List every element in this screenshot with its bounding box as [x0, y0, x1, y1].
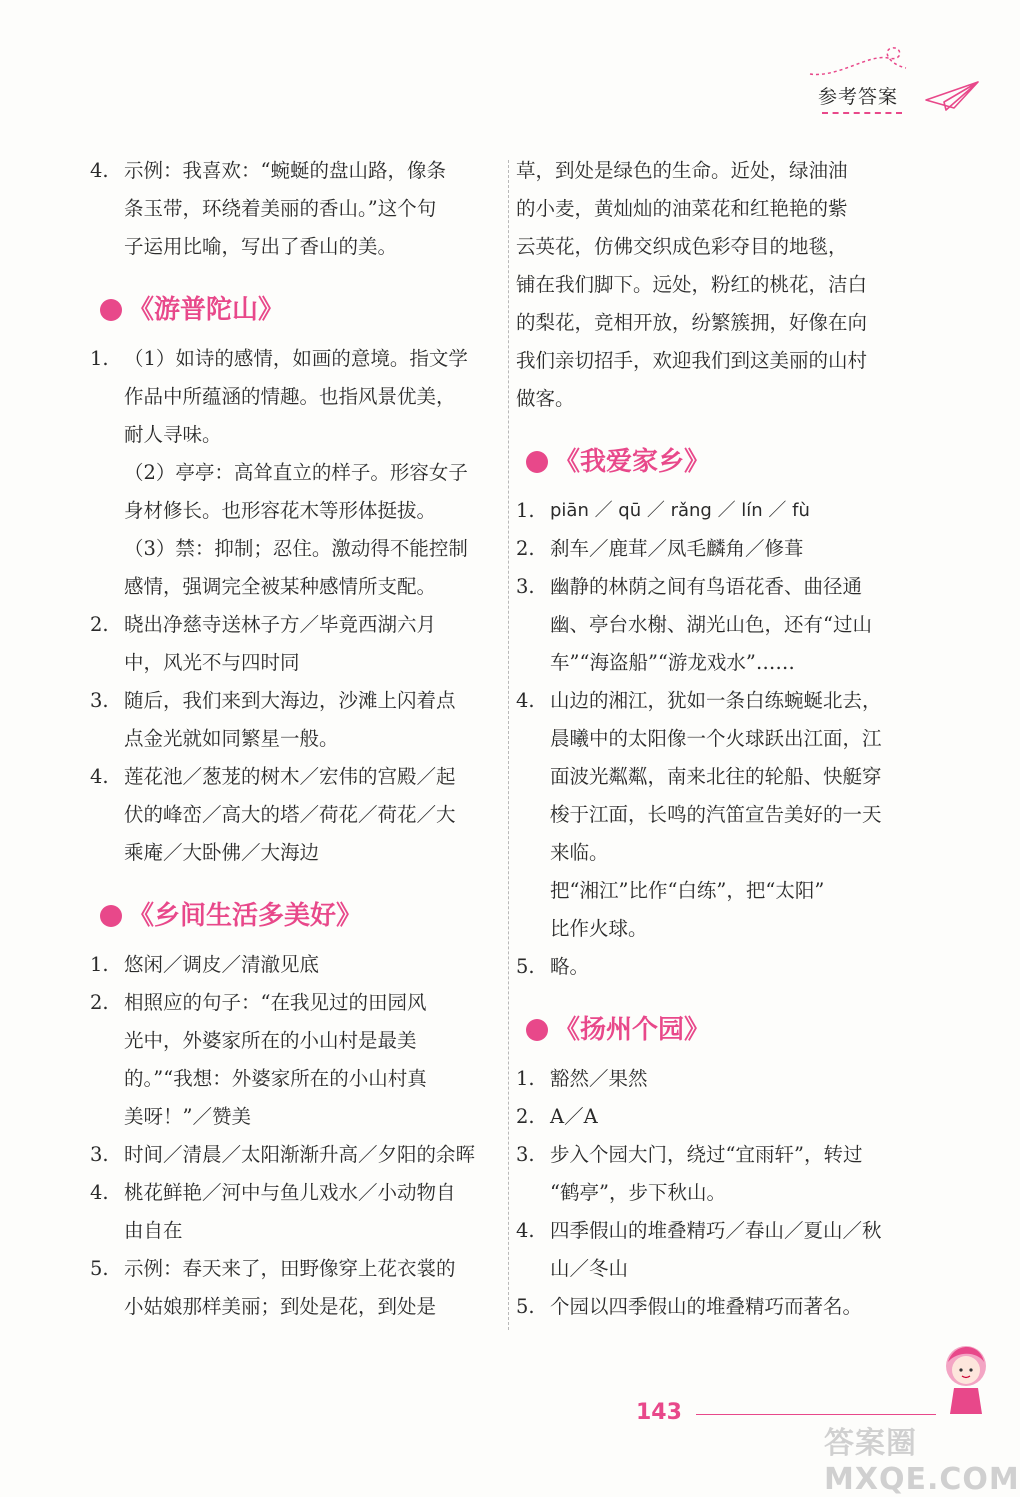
- text-line: 时间／清晨／太阳渐渐升高／夕阳的余晖: [124, 1143, 476, 1166]
- item-number: 5.: [516, 955, 535, 978]
- text-line: 由自在: [124, 1219, 183, 1242]
- answer-item: [516, 568, 916, 682]
- text-line: 略。: [550, 955, 590, 978]
- item-text: [550, 1098, 916, 1136]
- text-line: 美呀！”／赞美: [124, 1105, 251, 1128]
- answer-item: [516, 530, 916, 568]
- text-line: 做客。: [516, 387, 575, 410]
- text-line: 晓出净慈寺送林子方／毕竟西湖六月: [124, 613, 437, 636]
- answer-item: [90, 1250, 490, 1326]
- item-number: 3.: [516, 1143, 535, 1166]
- text-line: 来临。: [550, 841, 609, 864]
- item-number: 3.: [90, 689, 109, 712]
- decorative-dashed-loop-icon: [808, 44, 908, 78]
- item-text: [550, 1212, 916, 1288]
- section-label: 参考答案: [818, 86, 899, 108]
- text-line: 山边的湘江，犹如一条白练蜿蜒北去，: [550, 689, 882, 712]
- item-number: 4.: [90, 1181, 109, 1204]
- answer-item: [516, 1098, 916, 1136]
- item-text: [550, 682, 916, 948]
- answer-item: [516, 682, 916, 948]
- item-number: 4.: [516, 1219, 535, 1242]
- text-line: 乘庵／大卧佛／大海边: [124, 841, 320, 864]
- text-line: 四季假山的堆叠精巧／春山／夏山／秋: [550, 1219, 882, 1242]
- answer-item: [90, 1136, 490, 1174]
- section-heading: [100, 286, 490, 334]
- text-line: 的。”“我想：外婆家所在的小山村真: [124, 1067, 427, 1090]
- text-line: 莲花池／葱茏的树木／宏伟的宫殿／起: [124, 765, 456, 788]
- item-number: 2.: [516, 1105, 535, 1128]
- text-line: 云英花，仿佛交织成色彩夺目的地毯，: [516, 235, 848, 258]
- left-column: [90, 152, 490, 1326]
- section-heading: [100, 892, 490, 940]
- text-line: 刹车／鹿茸／凤毛麟角／修葺: [550, 537, 804, 560]
- watermark-text: 答案圈 MXQE.COM: [824, 1426, 1020, 1497]
- answer-item: [90, 758, 490, 872]
- text-line: 的小麦，黄灿灿的油菜花和红艳艳的紫: [516, 197, 848, 220]
- item-text: [124, 946, 490, 984]
- section-heading-text: 《我爱家乡》: [554, 447, 711, 477]
- item-text: [550, 492, 916, 530]
- text-line: 耐人寻味。: [124, 423, 222, 446]
- text-line: 我们亲切招手，欢迎我们到这美丽的山村: [516, 349, 868, 372]
- text-line: 把“湘江”比作“白练”，把“太阳”: [550, 879, 825, 902]
- column-divider: [508, 160, 509, 1330]
- text-line: 梭于江面，长鸣的汽笛宣告美好的一天: [550, 803, 882, 826]
- answer-item: [90, 946, 490, 984]
- item-text: [516, 152, 916, 418]
- answer-item: [90, 1174, 490, 1250]
- text-line: 相照应的句子：“在我见过的田园风: [124, 991, 427, 1014]
- text-line: 条玉带，环绕着美丽的香山。”这个句: [124, 197, 437, 220]
- item-number: 1.: [90, 347, 109, 370]
- item-number: 3.: [90, 1143, 109, 1166]
- item-text: [124, 758, 490, 872]
- item-number: 1.: [516, 499, 535, 522]
- bullet-dot-icon: [526, 1019, 548, 1041]
- text-line: 晨曦中的太阳像一个火球跃出江面，江: [550, 727, 882, 750]
- item-text: [550, 948, 916, 986]
- text-line: 豁然／果然: [550, 1067, 648, 1090]
- text-line: 比作火球。: [550, 917, 648, 940]
- header-dashed-underline: [822, 112, 902, 114]
- text-line: 随后，我们来到大海边，沙滩上闪着点: [124, 689, 456, 712]
- text-line: （3）禁：抑制；忍住。激动得不能控制: [124, 537, 468, 560]
- bullet-dot-icon: [100, 299, 122, 321]
- item-text: [124, 682, 490, 758]
- section-heading-text: 《乡间生活多美好》: [128, 901, 363, 931]
- item-number: 2.: [90, 991, 109, 1014]
- answer-item: [516, 1288, 916, 1326]
- text-line: 草，到处是绿色的生命。近处，绿油油: [516, 159, 848, 182]
- girl-mascot-icon: [934, 1336, 994, 1416]
- text-line: 子运用比喻，写出了香山的美。: [124, 235, 398, 258]
- text-line: A／A: [550, 1105, 598, 1128]
- text-line: 步入个园大门，绕过“宜雨轩”，转过: [550, 1143, 863, 1166]
- page-number: 143: [636, 1400, 682, 1425]
- item-number: 2.: [90, 613, 109, 636]
- item-number: 3.: [516, 575, 535, 598]
- text-line: 中，风光不与四时同: [124, 651, 300, 674]
- section-heading: [526, 1006, 916, 1054]
- paper-plane-icon: [924, 78, 980, 112]
- answer-subitem: [90, 454, 490, 530]
- text-line: 山／冬山: [550, 1257, 629, 1280]
- item-text: [124, 1250, 490, 1326]
- text-line: 伏的峰峦／高大的塔／荷花／荷花／大: [124, 803, 456, 826]
- answer-item: [516, 492, 916, 530]
- item-text: [124, 454, 490, 530]
- item-text: [124, 1136, 490, 1174]
- text-line: 个园以四季假山的堆叠精巧而著名。: [550, 1295, 863, 1318]
- item-number: 2.: [516, 537, 535, 560]
- item-number: 1.: [516, 1067, 535, 1090]
- item-text: [550, 1060, 916, 1098]
- item-number: 4.: [90, 765, 109, 788]
- item-number: 4.: [90, 159, 109, 182]
- item-text: [124, 984, 490, 1136]
- text-line: 悠闲／调皮／清澈见底: [124, 953, 320, 976]
- bullet-dot-icon: [100, 905, 122, 927]
- item-number: 5.: [516, 1295, 535, 1318]
- text-line: piān ／ qū ／ rǎng ／ lín ／ fù: [550, 500, 810, 521]
- item-text: [550, 530, 916, 568]
- text-line: 身材修长。也形容花木等形体挺拔。: [124, 499, 437, 522]
- item-number: 1.: [90, 953, 109, 976]
- answer-subitem: [90, 530, 490, 606]
- text-line: 示例：我喜欢：“蜿蜒的盘山路，像条: [124, 159, 446, 182]
- answer-item: [90, 340, 490, 454]
- text-line: 小姑娘那样美丽；到处是花，到处是: [124, 1295, 437, 1318]
- item-text: [124, 152, 490, 266]
- text-line: 的梨花，竞相开放，纷繁簇拥，好像在向: [516, 311, 868, 334]
- item-text: [550, 1136, 916, 1212]
- answer-item: [90, 682, 490, 758]
- item-text: [550, 568, 916, 682]
- section-heading-text: 《游普陀山》: [128, 295, 285, 325]
- item-number: 4.: [516, 689, 535, 712]
- item-number: 5.: [90, 1257, 109, 1280]
- text-line: 示例：春天来了，田野像穿上花衣裳的: [124, 1257, 456, 1280]
- text-line: 铺在我们脚下。远处，粉红的桃花，洁白: [516, 273, 868, 296]
- text-line: 幽、亭台水榭、湖光山色，还有“过山: [550, 613, 872, 636]
- text-line: 光中，外婆家所在的小山村是最美: [124, 1029, 417, 1052]
- item-text: [124, 606, 490, 682]
- answer-item: [90, 152, 490, 266]
- answer-item: [516, 948, 916, 986]
- answer-item: [516, 1136, 916, 1212]
- text-line: 作品中所蕴涵的情趣。也指风景优美，: [124, 385, 456, 408]
- text-line: “鹤亭”，步下秋山。: [550, 1181, 726, 1204]
- item-text: [124, 530, 490, 606]
- text-line: 桃花鲜艳／河中与鱼儿戏水／小动物自: [124, 1181, 456, 1204]
- bullet-dot-icon: [526, 451, 548, 473]
- text-line: （2）亭亭：高耸直立的样子。形容女子: [124, 461, 468, 484]
- answer-item: [90, 606, 490, 682]
- answer-continuation: [516, 152, 916, 418]
- answer-item: [90, 984, 490, 1136]
- item-text: [550, 1288, 916, 1326]
- right-column: [516, 152, 916, 1326]
- text-line: 车”“海盗船”“游龙戏水”……: [550, 651, 795, 674]
- text-line: 感情，强调完全被某种感情所支配。: [124, 575, 437, 598]
- text-line: 面波光粼粼，南来北往的轮船、快艇穿: [550, 765, 882, 788]
- footer-rule: [696, 1414, 936, 1415]
- text-line: 幽静的林荫之间有鸟语花香、曲径通: [550, 575, 863, 598]
- section-heading: [526, 438, 916, 486]
- text-line: （1）如诗的感情，如画的意境。指文学: [124, 347, 468, 370]
- item-text: [124, 1174, 490, 1250]
- section-heading-text: 《扬州个园》: [554, 1015, 711, 1045]
- item-text: [124, 340, 490, 454]
- text-line: 点金光就如同繁星一般。: [124, 727, 339, 750]
- answer-item: [516, 1212, 916, 1288]
- answer-item: [516, 1060, 916, 1098]
